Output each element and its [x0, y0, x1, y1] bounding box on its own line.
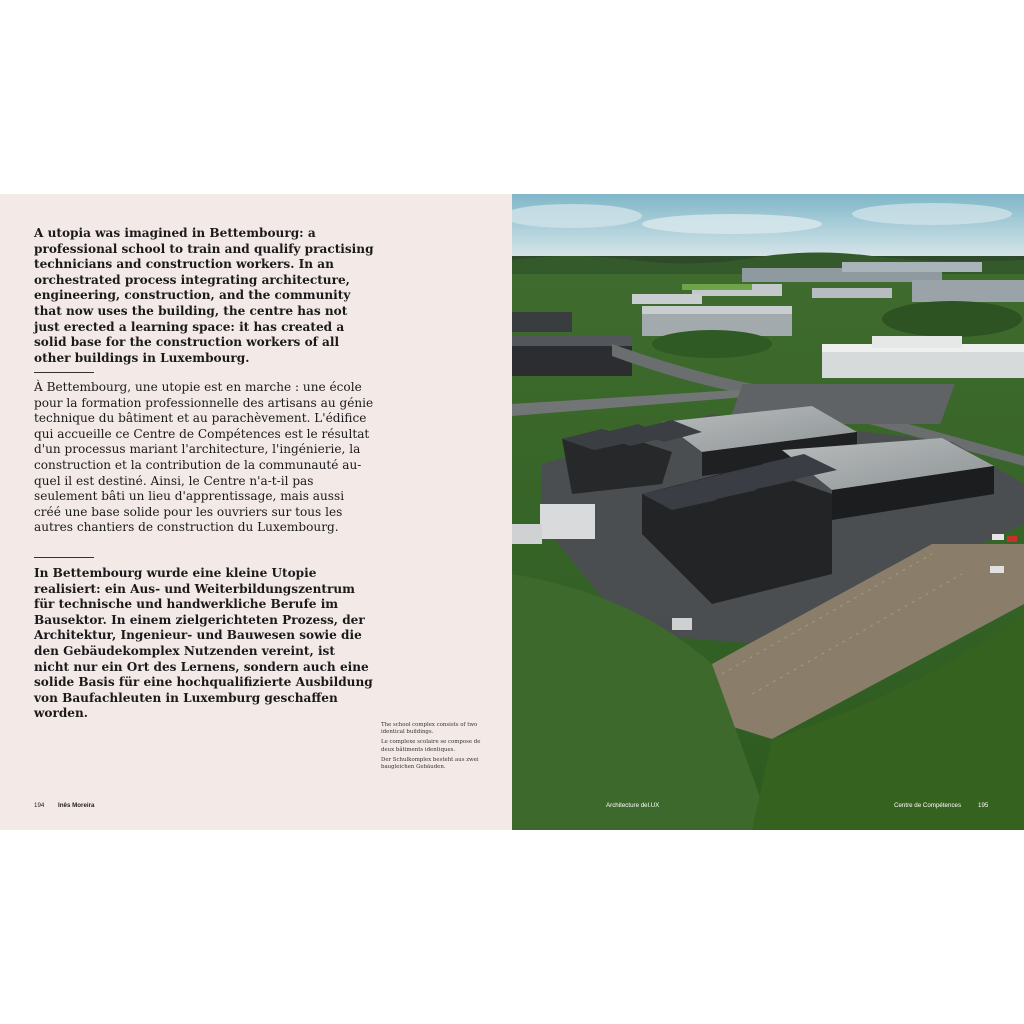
chapter-title: Centre de Compétences [894, 802, 962, 809]
caption-german: Der Schulkomplex besteht aus zwei baugleichen Gebäuden. [381, 756, 479, 771]
paragraph-german: In Bettembourg wurde eine kleine Utopie realisiert: ein Aus- und Weiterbildungszentrum für technische und handwerkliche Berufe im Bausektor. In einem zielgerichteten Prozess, der Architektur, Ingenieur- und Bauwesen sowie die den Gebäudekomplex Nutzenden vereint, ist nicht nur ein Ort des Lernens, sondern auch eine solide Basis für eine hochqualifizierte Ausbildung von Baufachleuten in Luxemburg geschaffen worden. [34, 566, 373, 721]
book-spread [0, 194, 1024, 830]
paragraph-french: À Bettembourg, une utopie est en marche : une école pour la formation professionnelle des artisans au génie technique du bâtiment et au parachèvement. L'édifice qui accueille ce Centre de Compétences est le résultat d'un processus mariant l'architecture, l'ingénierie, la construction et la contribution de la communauté auquel il est destiné. Ainsi, le Centre n'a-t-il pas seulement bâti un lieu d'apprentissage, mais aussi créé une base solide pour les ouvriers sur tous les autres chantiers de construction du Luxembourg. [34, 380, 374, 535]
divider-rule [34, 557, 94, 558]
page-number-right: 195 [978, 802, 989, 809]
aerial-photo-image [512, 194, 1024, 830]
photo-caption [381, 722, 485, 774]
caption-french: Le complexe scolaire se compose de deux bâtiments identiques. [381, 739, 481, 753]
page-number-left: 194 [34, 802, 45, 809]
author-name: Inês Moreira [58, 802, 95, 809]
paragraph-english: A utopia was imagined in Bettembourg: a professional school to train and qualify practising technicians and construction workers. In an orchestrated process integrating architecture, engineering, construction, and the community that now uses the building, the centre has not just erected a learning space: it has created a solid base for the construction workers of all other buildings in Luxembourg. [34, 226, 374, 365]
series-title: Architecture del.UX [606, 802, 660, 809]
right-page [512, 194, 1024, 830]
divider-rule [34, 372, 94, 373]
left-page [0, 194, 512, 830]
caption-english: The school complex consists of two identical buildings. [381, 722, 478, 736]
